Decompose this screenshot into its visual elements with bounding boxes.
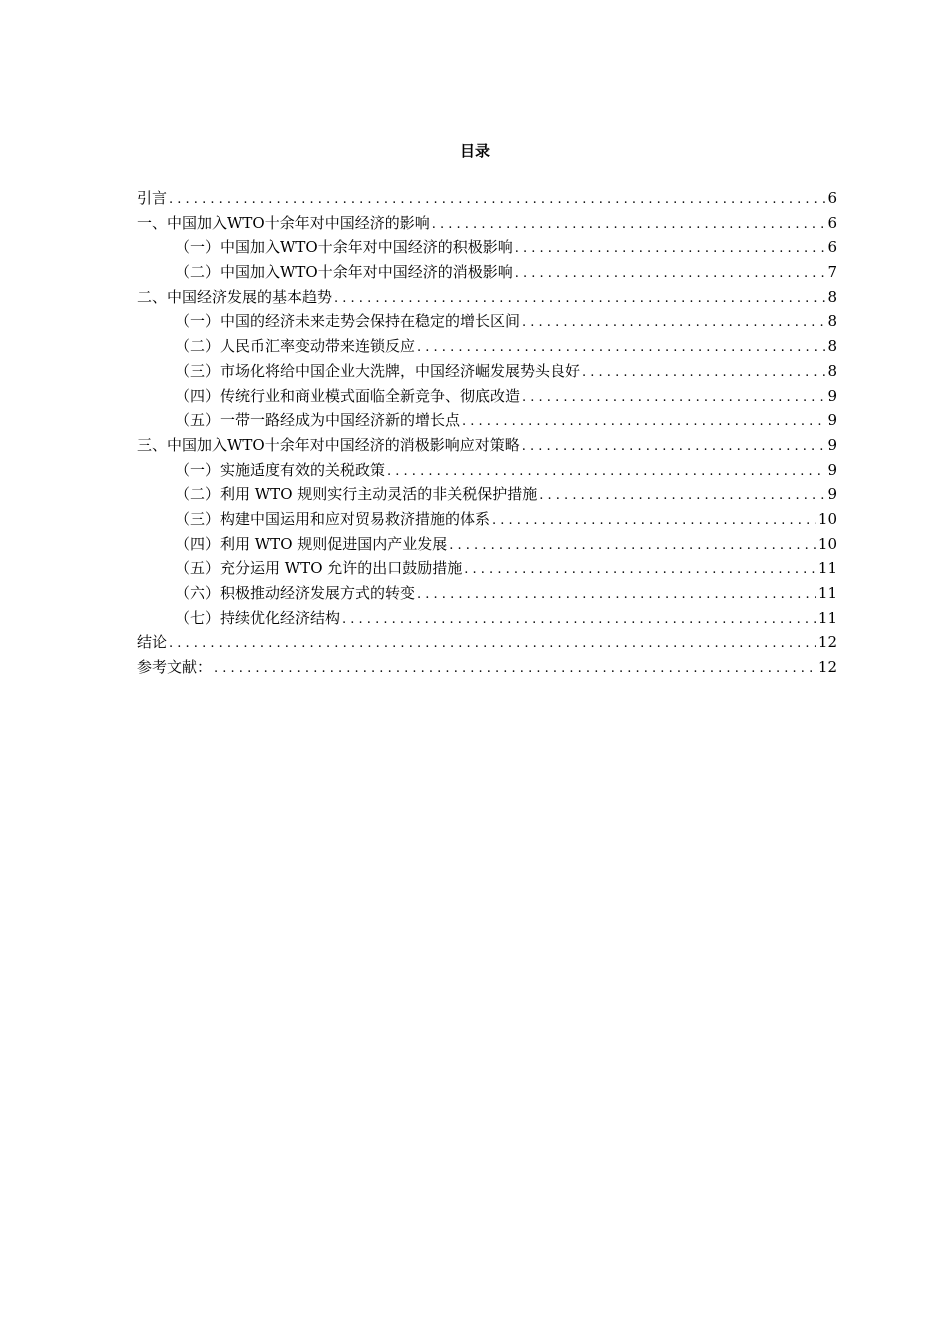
toc-entry[interactable]: [137, 309, 837, 334]
toc-entry-page: 12: [817, 658, 837, 677]
toc-entry[interactable]: [137, 507, 837, 532]
toc-title: 目录: [459, 142, 490, 160]
toc-entry[interactable]: [137, 532, 837, 557]
toc-entry[interactable]: [137, 433, 837, 458]
toc-entry-page: 10: [817, 509, 837, 528]
toc-entry-page: 8: [827, 361, 837, 380]
toc-dot-leader: [417, 336, 825, 361]
toc-entry-page: 7: [827, 263, 837, 282]
toc-dot-leader: [464, 558, 816, 583]
toc-dot-leader: [492, 509, 816, 534]
toc-entry[interactable]: [137, 384, 837, 409]
toc-entry-text: （五）充分运用 WTO 允许的出口鼓励措施: [175, 559, 463, 578]
toc-entry-page: 8: [827, 337, 837, 356]
toc-entry[interactable]: [137, 235, 837, 260]
toc-entry-page: 6: [827, 189, 837, 207]
toc-entry-text: 二、中国经济发展的基本趋势: [137, 287, 333, 306]
toc-entry-text: 一、中国加入WTO十余年对中国经济的影响: [137, 213, 430, 232]
toc-entry-text: （三）构建中国运用和应对贸易救济措施的体系: [175, 509, 491, 528]
toc-entry-text: （五）一带一路经成为中国经济新的增长点: [175, 411, 461, 430]
toc-list: [137, 186, 837, 680]
toc-entry[interactable]: [137, 260, 837, 285]
toc-entry-text: （四）传统行业和商业模式面临全新竞争、彻底改造: [175, 386, 521, 405]
toc-entry[interactable]: [137, 211, 837, 236]
toc-dot-leader: [449, 534, 816, 559]
toc-entry-page: 11: [817, 559, 837, 578]
toc-entry-text: （三）市场化将给中国企业大洗牌，中国经济崛发展势头良好: [175, 361, 581, 380]
toc-dot-leader: [522, 435, 826, 460]
toc-entry-text: （一）中国加入WTO十余年对中国经济的积极影响: [175, 238, 513, 257]
toc-entry-page: 11: [817, 584, 837, 602]
toc-entry[interactable]: [137, 458, 837, 483]
toc-entry-text: （一）实施适度有效的关税政策: [175, 460, 386, 479]
toc-entry[interactable]: [137, 186, 837, 211]
toc-entry-text: 参考文献：: [137, 658, 213, 677]
toc-entry-page: 10: [817, 534, 837, 553]
toc-entry-page: 6: [827, 213, 837, 232]
toc-entry-page: 9: [827, 435, 837, 454]
toc-entry-text: （一）中国的经济未来走势会保持在稳定的增长区间: [175, 312, 521, 331]
toc-entry-page: 9: [827, 485, 837, 504]
toc-entry-text: （二）中国加入WTO十余年对中国经济的消极影响: [175, 263, 513, 282]
toc-dot-leader: [387, 460, 825, 485]
toc-entry-page: 12: [817, 633, 837, 652]
toc-dot-leader: [169, 188, 825, 213]
toc-dot-leader: [432, 213, 826, 238]
toc-dot-leader: [334, 287, 825, 312]
toc-entry[interactable]: [137, 556, 837, 581]
toc-entry-text: （四）利用 WTO 规则促进国内产业发展: [175, 534, 448, 553]
toc-entry-page: 8: [827, 287, 837, 306]
toc-dot-leader: [522, 386, 825, 411]
toc-entry-page: 9: [827, 386, 837, 405]
toc-entry-page: 6: [827, 238, 837, 257]
toc-entry[interactable]: [137, 408, 837, 433]
toc-dot-leader: [214, 657, 816, 682]
toc-dot-leader: [342, 608, 816, 633]
toc-entry[interactable]: [137, 334, 837, 359]
toc-entry[interactable]: [137, 359, 837, 384]
toc-dot-leader: [582, 361, 825, 386]
toc-entry[interactable]: [137, 630, 837, 655]
toc-dot-leader: [515, 237, 826, 262]
toc-entry[interactable]: [137, 606, 837, 631]
toc-entry-text: （七）持续优化经济结构: [175, 608, 341, 627]
toc-dot-leader: [515, 262, 826, 287]
toc-entry[interactable]: [137, 581, 837, 606]
toc-dot-leader: [462, 410, 825, 435]
toc-entry-page: 9: [827, 411, 837, 430]
toc-entry[interactable]: [137, 285, 837, 310]
toc-entry-text: 三、中国加入WTO十余年对中国经济的消极影响应对策略: [137, 435, 520, 454]
toc-dot-leader: [417, 583, 816, 608]
toc-dot-leader: [522, 311, 825, 336]
toc-entry-page: 11: [817, 608, 837, 627]
toc-entry-page: 9: [827, 460, 837, 479]
toc-entry-text: （二）利用 WTO 规则实行主动灵活的非关税保护措施: [175, 485, 538, 504]
toc-entry-text: （六）积极推动经济发展方式的转变: [175, 584, 416, 602]
toc-dot-leader: [539, 484, 825, 509]
toc-entry-text: 引言: [137, 189, 168, 207]
toc-entry-text: （二）人民币汇率变动带来连锁反应: [175, 337, 416, 356]
toc-entry[interactable]: [137, 655, 837, 680]
toc-entry-page: 8: [827, 312, 837, 331]
toc-entry[interactable]: [137, 482, 837, 507]
toc-dot-leader: [169, 632, 816, 657]
toc-entry-text: 结论: [137, 633, 168, 652]
